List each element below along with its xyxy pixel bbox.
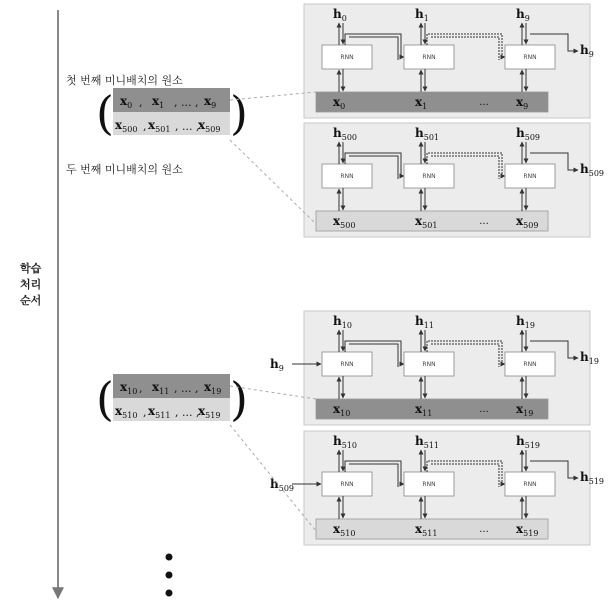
second-minibatch-label: 두 번째 미니배치의 원소	[66, 163, 183, 176]
output-h-label: $h_1$	[415, 7, 429, 23]
input-x-label: $x_{511}$	[415, 522, 438, 538]
tuple-comma: ,	[143, 406, 147, 419]
tuple-sep: , ... ,	[174, 96, 199, 109]
rnn-panel	[270, 311, 599, 425]
tuple-x-label: $x_9$	[204, 94, 217, 110]
tuple-x-label: $x_{519}$	[198, 404, 221, 420]
rnn-label: RNN	[422, 54, 436, 61]
right-paren: )	[230, 372, 248, 426]
tuple-x-label: $x_0$	[120, 94, 133, 110]
rnn-label: RNN	[523, 173, 537, 180]
tuple-x-label: $x_{500}$	[115, 118, 138, 134]
rnn-label: RNN	[340, 54, 354, 61]
tuple-sep: , ... ,	[175, 406, 200, 419]
input-x-label: $x_0$	[333, 95, 346, 111]
continuation-dot	[166, 554, 173, 561]
input-x-label: $x_9$	[516, 95, 529, 111]
rnn-label: RNN	[340, 361, 354, 368]
output-h-label: $h_{510}$	[333, 434, 358, 450]
output-h-label: $h_{519}$	[516, 434, 541, 450]
input-x-label: $x_{510}$	[333, 522, 356, 538]
output-h-label: $h_{11}$	[415, 314, 434, 330]
input-strip	[316, 92, 548, 112]
right-paren: )	[230, 86, 248, 140]
rnn-panel	[304, 4, 594, 118]
tuple-sep: , ... ,	[175, 120, 200, 133]
input-x-label: $x_{509}$	[516, 214, 539, 230]
rnn-label: RNN	[422, 361, 436, 368]
incoming-h-label: $h_{509}$	[270, 477, 295, 493]
tuple-x-label: $x_{511}$	[148, 404, 171, 420]
final-h-label: $h_{509}$	[580, 162, 605, 178]
rnn-panel	[270, 431, 604, 545]
dashed-connector	[230, 140, 316, 224]
output-h-label: $h_{501}$	[415, 126, 440, 142]
first-minibatch-label: 첫 번째 미니배치의 원소	[66, 74, 183, 87]
rnn-label: RNN	[523, 54, 537, 61]
tuple-x-label: $x_{19}$	[204, 380, 222, 396]
final-h-label: $h_9$	[580, 43, 594, 59]
input-x-label: $x_{19}$	[516, 402, 534, 418]
axis-label-line-2: 처리	[20, 278, 42, 291]
continuation-dot	[166, 572, 173, 579]
rnn-label: RNN	[422, 173, 436, 180]
output-h-label: $h_{511}$	[415, 434, 440, 450]
ellipsis-label: ...	[479, 97, 489, 108]
axis-label-line-1: 학습	[20, 262, 42, 275]
tuple-x-label: $x_{11}$	[152, 380, 170, 396]
tuple-sep: , ... ,	[174, 382, 199, 395]
final-h-label: $h_{519}$	[580, 470, 605, 486]
rnn-label: RNN	[340, 481, 354, 488]
input-x-label: $x_{11}$	[415, 402, 433, 418]
tuple-x-label: $x_{509}$	[198, 118, 221, 134]
final-h-label: $h_{19}$	[580, 350, 599, 366]
output-h-label: $h_{500}$	[333, 126, 358, 142]
rnn-label: RNN	[422, 481, 436, 488]
output-h-label: $h_{10}$	[333, 314, 352, 330]
dashed-connector	[230, 425, 316, 531]
tuple-x-label: $x_{510}$	[115, 404, 138, 420]
input-x-label: $x_{10}$	[333, 402, 351, 418]
left-paren: (	[96, 372, 114, 426]
input-x-label: $x_1$	[415, 95, 428, 111]
continuation-dot	[166, 590, 173, 597]
tuple-x-label: $x_{10}$	[120, 380, 138, 396]
rnn-label: RNN	[340, 173, 354, 180]
axis-label-line-3: 순서	[20, 294, 42, 307]
output-h-label: $h_9$	[516, 7, 530, 23]
tuple-comma: ,	[139, 382, 143, 395]
rnn-panel	[304, 123, 604, 237]
incoming-h-label: $h_9$	[270, 357, 284, 373]
minibatch-tuple	[96, 86, 248, 140]
tuple-comma: ,	[139, 96, 143, 109]
input-x-label: $x_{501}$	[415, 214, 438, 230]
ellipsis-label: ...	[479, 524, 489, 535]
tuple-comma: ,	[143, 120, 147, 133]
input-x-label: $x_{519}$	[516, 522, 539, 538]
output-h-label: $h_0$	[333, 7, 347, 23]
output-h-label: $h_{509}$	[516, 126, 541, 142]
tuple-x-label: $x_1$	[152, 94, 165, 110]
input-x-label: $x_{500}$	[333, 214, 356, 230]
ellipsis-label: ...	[479, 216, 489, 227]
tuple-x-label: $x_{501}$	[148, 118, 171, 134]
output-h-label: $h_{19}$	[516, 314, 535, 330]
left-paren: (	[96, 86, 114, 140]
ellipsis-label: ...	[479, 404, 489, 415]
rnn-label: RNN	[523, 361, 537, 368]
minibatch-tuple	[96, 372, 248, 426]
rnn-label: RNN	[523, 481, 537, 488]
